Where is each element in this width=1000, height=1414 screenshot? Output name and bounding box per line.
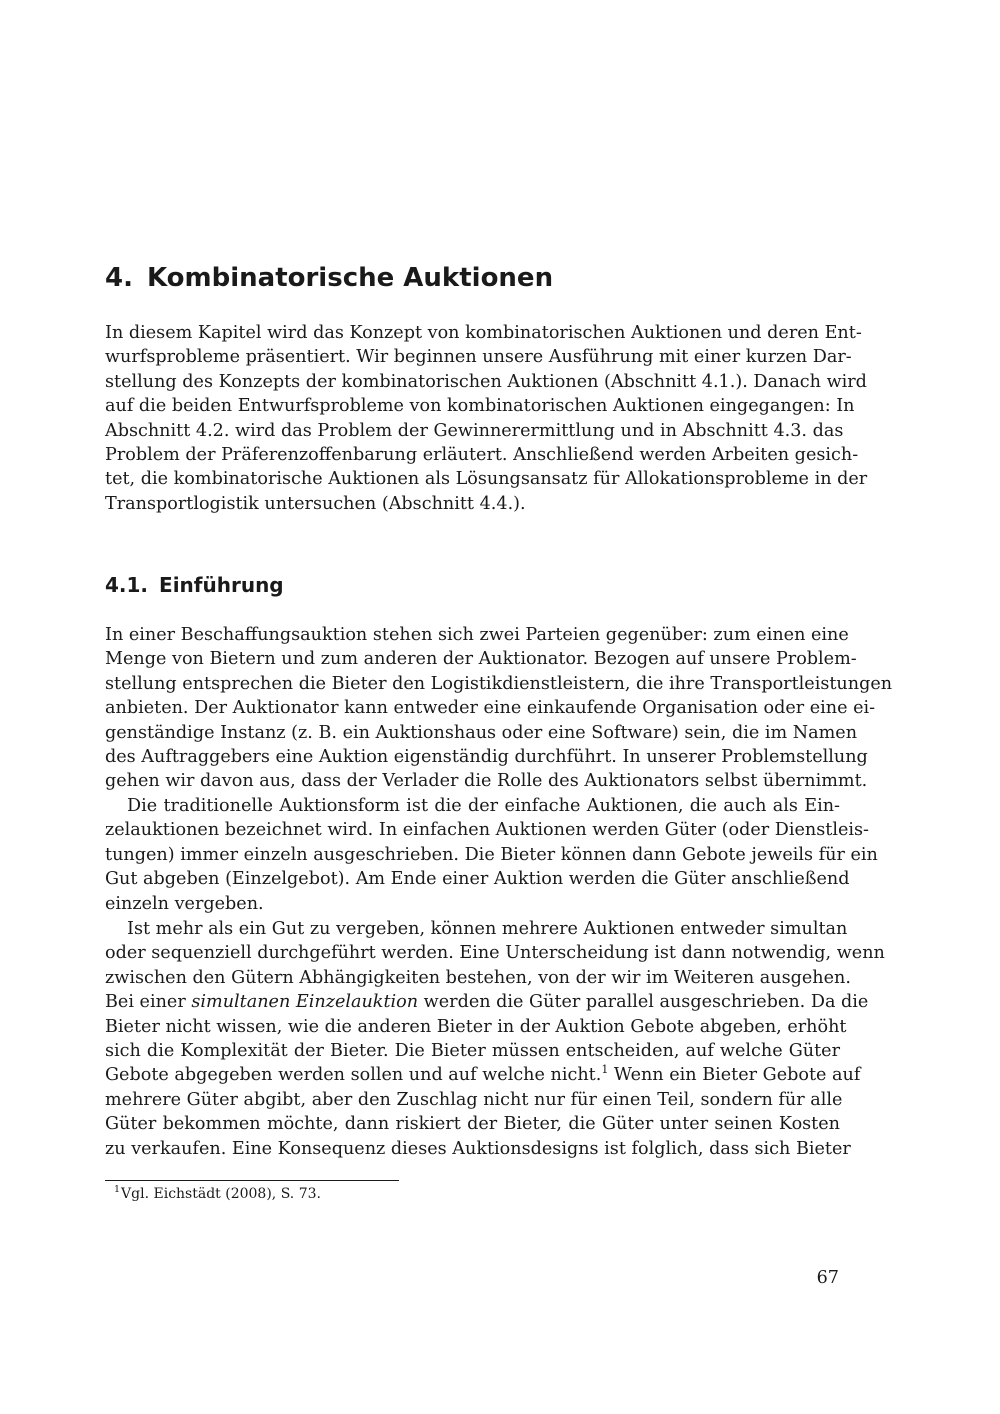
- text-line: oder sequenziell durchgeführt werden. Eine Unterscheidung ist dann notwendig, wenn: [105, 943, 885, 964]
- text-line: zu verkaufen. Eine Konsequenz dieses Auktionsdesigns ist folglich, dass sich Bieter: [105, 1138, 851, 1159]
- intro-paragraph: [105, 321, 868, 516]
- paragraph-1: [105, 623, 893, 794]
- section-title: [105, 569, 284, 601]
- text-line: zelauktionen bezeichnet wird. In einfachen Auktionen werden Güter (oder Dienstleis-: [105, 820, 869, 841]
- text-line: auf die beiden Entwurfsprobleme von kombinatorischen Auktionen eingegangen: In: [105, 396, 855, 417]
- text-line: sich die Komplexität der Bieter. Die Bieter müssen entscheiden, auf welche Güter: [105, 1041, 840, 1062]
- chapter-title: [105, 258, 553, 298]
- text-line: In diesem Kapitel wird das Konzept von kombinatorischen Auktionen und deren Ent-: [105, 323, 862, 343]
- text-segment: Bei einer: [105, 992, 192, 1013]
- paragraph-2: [105, 794, 878, 916]
- chapter-title-text: Kombinatorische Auktionen: [146, 263, 554, 293]
- text-line: Die traditionelle Auktionsform ist die der einfache Auktionen, die auch als Ein-: [127, 796, 840, 816]
- text-line: Abschnitt 4.2. wird das Problem der Gewinnerermittlung und in Abschnitt 4.3. das: [105, 420, 844, 441]
- text-line: Gut abgeben (Einzelgebot). Am Ende einer Auktion werden die Güter anschließend: [105, 869, 850, 890]
- text-line: In einer Beschaffungsauktion stehen sich zwei Parteien gegenüber: zum einen eine: [105, 625, 849, 645]
- text-line: mehrere Güter abgibt, aber den Zuschlag nicht nur für einen Teil, sondern für alle: [105, 1089, 843, 1110]
- text-line: anbieten. Der Auktionator kann entweder eine einkaufende Organisation oder eine ei-: [105, 698, 876, 719]
- text-line: Transportlogistik untersuchen (Abschnitt 4.4.).: [105, 493, 526, 514]
- text-line: stellung entsprechen die Bieter den Logistikdienstleistern, die ihre Transportleistungen: [105, 673, 893, 694]
- text-line: [105, 1063, 861, 1087]
- text-line: Menge von Bietern und zum anderen der Auktionator. Bezogen auf unsere Problem-: [105, 649, 857, 670]
- emphasized-term: simultanen Einzelauktion: [191, 992, 419, 1013]
- footnote-divider: [105, 1180, 399, 1181]
- text-segment: werden die Güter parallel ausgeschrieben. Da die: [418, 992, 869, 1013]
- footnote: [114, 1184, 321, 1204]
- text-line: tet, die kombinatorische Auktionen als Lösungsansatz für Allokationsprobleme in der: [105, 469, 868, 490]
- page-number: 67: [816, 1268, 839, 1288]
- text-line: gehen wir davon aus, dass der Verlader die Rolle des Auktionators selbst übernimmt.: [105, 771, 868, 792]
- text-line: Ist mehr als ein Gut zu vergeben, können mehrere Auktionen entweder simultan: [127, 919, 848, 939]
- text-line: [105, 990, 869, 1014]
- text-line: wurfsprobleme präsentiert. Wir beginnen unsere Ausführung mit einer kurzen Dar-: [105, 347, 852, 368]
- section-number: 4.1.: [105, 573, 149, 597]
- text-segment: Wenn ein Bieter Gebote auf: [608, 1065, 861, 1086]
- text-segment: Gebote abgegeben werden sollen und auf welche nicht.: [105, 1065, 602, 1086]
- text-line: einzeln vergeben.: [105, 893, 264, 914]
- footnote-text: Vgl. Eichstädt (2008), S. 73.: [121, 1186, 321, 1202]
- footnote-number: 1: [114, 1184, 121, 1195]
- chapter-number: 4.: [105, 263, 133, 293]
- text-line: genständige Instanz (z. B. ein Auktionshaus oder eine Software) sein, die im Namen: [105, 722, 858, 743]
- paragraph-3: [105, 917, 885, 1161]
- text-line: stellung des Konzepts der kombinatorischen Auktionen (Abschnitt 4.1.). Danach wird: [105, 371, 867, 392]
- text-line: tungen) immer einzeln ausgeschrieben. Die Bieter können dann Gebote jeweils für ein: [105, 844, 878, 865]
- text-line: Bieter nicht wissen, wie die anderen Bieter in der Auktion Gebote abgeben, erhöht: [105, 1016, 847, 1037]
- text-line: des Auftraggebers eine Auktion eigenständig durchführt. In unserer Problemstellung: [105, 747, 868, 768]
- text-line: zwischen den Gütern Abhängigkeiten bestehen, von der wir im Weiteren ausgehen.: [105, 967, 851, 988]
- section-title-text: Einführung: [159, 573, 284, 597]
- text-line: Problem der Präferenzoffenbarung erläutert. Anschließend werden Arbeiten gesich-: [105, 445, 859, 466]
- footnote-reference[interactable]: 1: [601, 1063, 609, 1077]
- text-line: Güter bekommen möchte, dann riskiert der Bieter, die Güter unter seinen Kosten: [105, 1114, 840, 1135]
